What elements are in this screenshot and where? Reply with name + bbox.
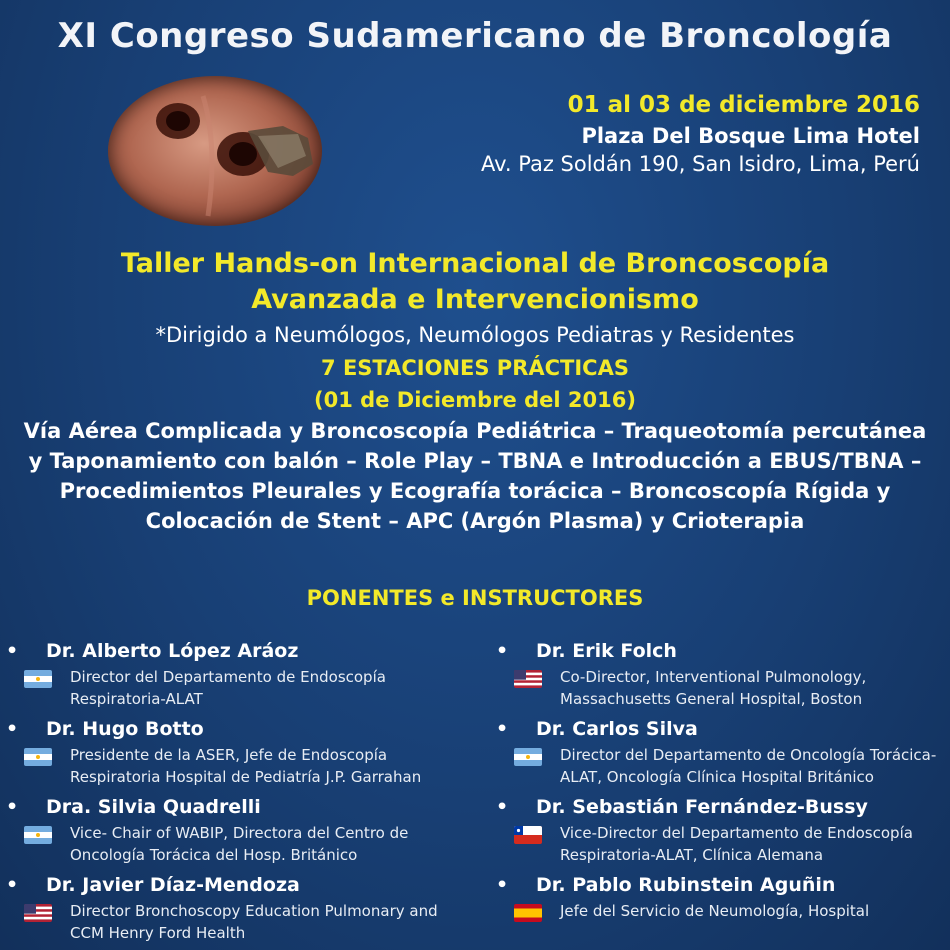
speaker-item <box>496 716 944 788</box>
speaker-name: • Dra. Silvia Quadrelli <box>6 796 261 818</box>
workshop-target: *Dirigido a Neumólogos, Neumólogos Pediatras y Residentes <box>155 323 795 347</box>
spain-flag-icon <box>514 904 542 922</box>
workshop-stations: 7 ESTACIONES PRÁCTICAS <box>321 356 629 380</box>
bullet: • <box>6 874 19 896</box>
event-address: Av. Paz Soldán 190, San Isidro, Lima, Perú <box>480 152 920 176</box>
workshop-title-line1: Taller Hands-on Internacional de Broncoscopía <box>120 248 830 279</box>
speaker-description: Jefe del Servicio de Neumología, Hospital <box>560 902 870 920</box>
speaker-name: • Dr. Javier Díaz-Mendoza <box>6 874 300 896</box>
speaker-description: Director Bronchoscopy Education Pulmonary and CCM Henry Ford Health <box>70 902 438 942</box>
speaker-item <box>6 794 456 866</box>
bullet: • <box>496 796 509 818</box>
speaker-item <box>496 794 944 866</box>
congress-title: XI Congreso Sudamericano de Broncología <box>57 16 893 56</box>
workshop-title-line2: Avanzada e Intervencionismo <box>251 284 699 315</box>
speaker-item <box>496 638 944 710</box>
bullet: • <box>6 640 19 662</box>
argentina-flag-icon <box>514 748 542 766</box>
bullet: • <box>496 718 509 740</box>
bullet: • <box>6 718 19 740</box>
argentina-flag-icon <box>24 670 52 688</box>
speakers-right-column <box>496 638 944 928</box>
workshop-section <box>0 246 950 536</box>
event-info <box>481 92 920 176</box>
speaker-description: Vice-Director del Departamento de Endoscopía Respiratoria-ALAT, Clínica Alemana <box>560 824 913 864</box>
speaker-description: Co-Director, Interventional Pulmonology, Massachusetts General Hospital, Boston <box>560 668 867 708</box>
speakers-left-column <box>6 638 456 950</box>
bronchoscopy-image <box>108 76 322 226</box>
workshop-description: Vía Aérea Complicada y Broncoscopía Pediátrica – Traqueotomía percutánea y Taponamiento con balón – Role Play – TBNA e Introducción a EBUS/TBNA – Procedimientos Pleurales y Ecografía torácica – Broncoscopía Rígida y Colocación de Stent – APC (Argón Plasma) y Crioterapia <box>23 419 927 533</box>
speaker-item <box>6 872 456 944</box>
speaker-name: • Dr. Erik Folch <box>496 640 677 662</box>
argentina-flag-icon <box>24 826 52 844</box>
speaker-description: Director del Departamento de Endoscopía Respiratoria-ALAT <box>70 668 386 708</box>
speaker-item <box>6 716 456 788</box>
event-venue: Plaza Del Bosque Lima Hotel <box>581 124 920 148</box>
argentina-flag-icon <box>24 748 52 766</box>
speaker-item <box>496 872 944 922</box>
speaker-name: • Dr. Hugo Botto <box>6 718 204 740</box>
speaker-name: • Dr. Pablo Rubinstein Aguñin <box>496 874 836 896</box>
workshop-stations-date: (01 de Diciembre del 2016) <box>314 388 636 412</box>
speaker-item <box>6 638 456 710</box>
usa-flag-icon <box>24 904 52 922</box>
usa-flag-icon <box>514 670 542 688</box>
speaker-description: Presidente de la ASER, Jefe de Endoscopía Respiratoria Hospital de Pediatría J.P. Garrahan <box>70 746 422 786</box>
speaker-description: Director del Departamento de Oncología Torácica-ALAT, Oncología Clínica Hospital Británico <box>560 746 937 786</box>
speaker-name: • Dr. Alberto López Aráoz <box>6 640 299 662</box>
speaker-name: • Dr. Carlos Silva <box>496 718 698 740</box>
bullet: • <box>496 640 509 662</box>
speakers-heading: PONENTES e INSTRUCTORES <box>306 586 644 610</box>
event-date: 01 al 03 de diciembre 2016 <box>567 92 920 118</box>
bullet: • <box>496 874 509 896</box>
chile-flag-icon <box>514 826 542 844</box>
bullet: • <box>6 796 19 818</box>
speaker-description: Vice- Chair of WABIP, Directora del Centro de Oncología Torácica del Hosp. Británico <box>70 824 409 864</box>
airway-illustration <box>108 76 322 226</box>
speaker-name: • Dr. Sebastián Fernández-Bussy <box>496 796 868 818</box>
